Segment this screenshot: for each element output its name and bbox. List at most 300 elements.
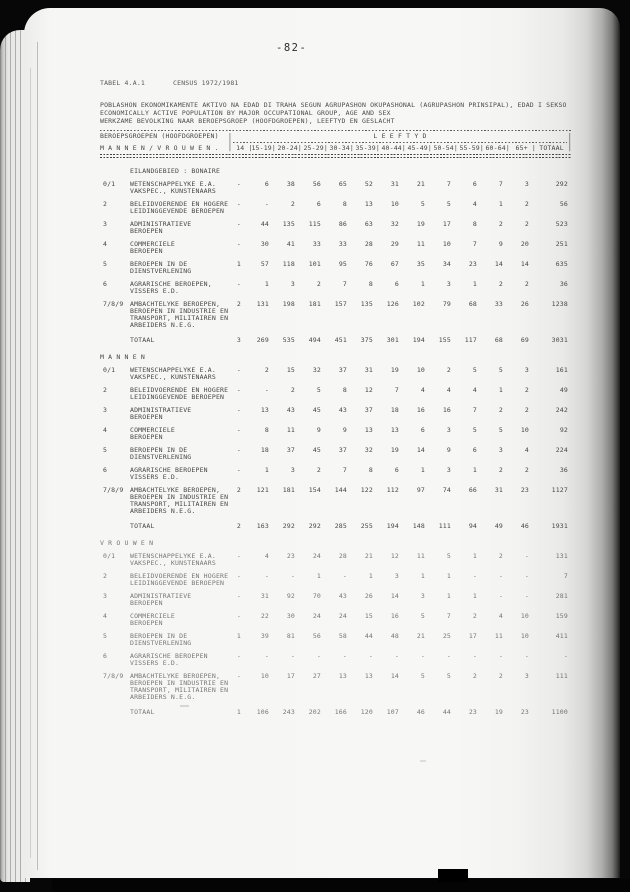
cell-value: 28 — [338, 551, 347, 560]
cell-value: 2 — [498, 465, 503, 474]
cell-value: 120 — [360, 707, 373, 716]
cell-value: 13 — [364, 671, 373, 680]
cell-value: 635 — [555, 259, 568, 268]
binding-crease — [37, 42, 38, 870]
table-body — [100, 168, 572, 716]
cell-value: 2 — [236, 299, 241, 308]
table-section — [100, 168, 572, 344]
cell-value: 81 — [286, 631, 295, 640]
cell-value: 411 — [555, 631, 568, 640]
cell-value: 49 — [559, 385, 568, 394]
cell-value: - — [472, 651, 477, 660]
cell-value: 159 — [555, 611, 568, 620]
cell-value: 126 — [386, 299, 399, 308]
total-row — [100, 523, 572, 530]
cell-value: 292 — [555, 179, 568, 188]
cell-value: 269 — [256, 335, 269, 344]
cell-value: 2 — [498, 279, 503, 288]
cell-value: 1 — [236, 631, 241, 640]
cell-value: 1 — [264, 465, 269, 474]
cell-value: 2 — [498, 671, 503, 680]
cell-value: 31 — [260, 591, 269, 600]
occupation-label: BELEIDVOERENDE EN HOGERE LEIDINGGEVENDE BEROEPEN — [130, 571, 229, 587]
cell-value: 37 — [338, 365, 347, 374]
cell-value: 34 — [442, 259, 451, 268]
cell-value: 155 — [438, 335, 451, 344]
cell-value: 2 — [524, 279, 529, 288]
scan-bottom-shadow — [52, 879, 630, 892]
cell-value: 4 — [524, 445, 529, 454]
cell-value: 292 — [308, 521, 321, 530]
cell-value: 181 — [282, 485, 295, 494]
title-english: ECONOMICALLY ACTIVE POPULATION BY MAJOR OCCUPATIONAL GROUP, AGE AND SEX — [100, 109, 391, 117]
cell-value: 23 — [520, 485, 529, 494]
cell-value: - — [236, 279, 241, 288]
table-row — [100, 487, 572, 515]
cell-value: 2 — [524, 405, 529, 414]
cell-value: 52 — [364, 179, 373, 188]
occupation-label: COMMERCIELE BEROEPEN — [130, 239, 176, 255]
cell-value: 3 — [498, 445, 503, 454]
cell-value: 30 — [286, 611, 295, 620]
cell-value: - — [236, 239, 241, 248]
cell-value: 32 — [364, 445, 373, 454]
cell-value: - — [524, 571, 529, 580]
cell-value: 5 — [420, 199, 425, 208]
cell-value: - — [342, 651, 347, 660]
cell-value: 43 — [286, 405, 295, 414]
cell-value: 65 — [338, 179, 347, 188]
occupation-label: AGRARISCHE BEROEPEN VISSERS E.D. — [130, 651, 208, 667]
cell-value: 101 — [308, 259, 321, 268]
cell-value: - — [472, 571, 477, 580]
pipe: | — [567, 132, 572, 140]
table-row — [100, 427, 572, 441]
cell-value: 5 — [316, 385, 321, 394]
cell-value: 166 — [334, 707, 347, 716]
table-rule — [100, 157, 572, 158]
table-row — [100, 573, 572, 587]
cell-value: 251 — [555, 239, 568, 248]
age-column-header: 60-64| — [485, 144, 510, 152]
cell-value: 26 — [520, 299, 529, 308]
occupation-label: BEROEPEN IN DE DIENSTVERLENING — [130, 259, 192, 275]
document-page — [24, 8, 620, 878]
cell-value: - — [290, 571, 295, 580]
cell-value: 1 — [236, 259, 241, 268]
table-row — [100, 181, 572, 195]
cell-value: 32 — [312, 365, 321, 374]
pipe: | — [567, 138, 572, 146]
cell-value: 16 — [442, 405, 451, 414]
cell-value: 2 — [236, 521, 241, 530]
age-column-header: 45-49| — [407, 144, 432, 152]
cell-value: 1 — [420, 571, 425, 580]
occupation-label: AMBACHTELYKE BEROEPEN, BEROEPEN IN INDUSTRIE EN TRANSPORT, MILITAIREN EN ARBEIDERS N.E.G. — [130, 671, 229, 701]
section-title: M A N N E N — [100, 352, 146, 361]
table-row — [100, 241, 572, 255]
cell-value: 31 — [494, 485, 503, 494]
cell-value: 4 — [498, 611, 503, 620]
cell-value: 31 — [390, 179, 399, 188]
occupation-code: 4 — [103, 425, 108, 434]
cell-value: 2 — [236, 485, 241, 494]
table-row — [100, 613, 572, 627]
cell-value: 21 — [364, 551, 373, 560]
cell-value: 15 — [286, 365, 295, 374]
sex-header: M A N N E N / V R O U W E N . — [100, 144, 219, 152]
cell-value: 7 — [563, 571, 568, 580]
cell-value: 111 — [555, 671, 568, 680]
column-group-header: BEROEPSGROEPEN (HOOFDGROEPEN) — [100, 132, 219, 140]
cell-value: 6 — [394, 465, 399, 474]
cell-value: - — [394, 651, 399, 660]
occupation-label: WETENSCHAPPELYKE E.A. VAKSPEC., KUNSTENAARS — [130, 179, 216, 195]
age-column-header: 65+ | — [515, 144, 536, 152]
occupation-label: TOTAAL — [130, 521, 155, 530]
cell-value: 31 — [364, 365, 373, 374]
cell-value: 451 — [334, 335, 347, 344]
cell-value: 148 — [412, 521, 425, 530]
cell-value: 1127 — [551, 485, 568, 494]
cell-value: 35 — [416, 259, 425, 268]
title-papiamento: POBLASHON EKONOMIKAMENTE AKTIVO NA EDAD DI TRAHA SEGUN AGRUPASHON OKUPASHONAL (AGRUPASHON PRINSIPAL), EDAD I SEKSO — [100, 101, 567, 109]
cell-value: - — [498, 651, 503, 660]
cell-value: 8 — [368, 465, 373, 474]
cell-value: 535 — [282, 335, 295, 344]
cell-value: 117 — [464, 335, 477, 344]
cell-value: 135 — [282, 219, 295, 228]
cell-value: 1238 — [551, 299, 568, 308]
cell-value: 76 — [364, 259, 373, 268]
cell-value: 74 — [442, 485, 451, 494]
cell-value: 49 — [494, 521, 503, 530]
cell-value: 22 — [260, 611, 269, 620]
occupation-code: 4 — [103, 239, 108, 248]
cell-value: 4 — [264, 551, 269, 560]
table-row — [100, 633, 572, 647]
cell-value: 1 — [420, 465, 425, 474]
cell-value: 5 — [498, 365, 503, 374]
table-row — [100, 467, 572, 481]
cell-value: - — [524, 551, 529, 560]
cell-value: 10 — [442, 239, 451, 248]
cell-value: 16 — [416, 405, 425, 414]
cell-value: 24 — [338, 611, 347, 620]
cell-value: - — [368, 651, 373, 660]
cell-value: 45 — [312, 445, 321, 454]
table-row — [100, 201, 572, 215]
cell-value: 181 — [308, 299, 321, 308]
cell-value: 2 — [290, 199, 295, 208]
occupation-label: BELEIDVOERENDE EN HOGERE LEIDINGGEVENDE BEROEPEN — [130, 199, 229, 215]
cell-value: 2 — [446, 365, 451, 374]
cell-value: 97 — [416, 485, 425, 494]
cell-value: 1 — [472, 465, 477, 474]
cell-value: 37 — [338, 445, 347, 454]
cell-value: 24 — [312, 551, 321, 560]
cell-value: 1 — [264, 279, 269, 288]
cell-value: 2 — [498, 405, 503, 414]
cell-value: 2 — [498, 551, 503, 560]
table-row — [100, 653, 572, 667]
cell-value: 8 — [342, 199, 347, 208]
cell-value: 301 — [386, 335, 399, 344]
occupation-code: 7/8/9 — [103, 671, 124, 680]
table-row — [100, 387, 572, 401]
title-dutch: WERKZAME BEVOLKING NAAR BEROEPSGROEP (HOOFDGROEPEN), LEEFTYD EN GESLACHT — [100, 117, 395, 125]
cell-value: - — [236, 651, 241, 660]
cell-value: 1 — [420, 279, 425, 288]
table-section — [100, 540, 572, 716]
occupation-code: 3 — [103, 405, 108, 414]
cell-value: 2 — [498, 219, 503, 228]
cell-value: - — [236, 385, 241, 394]
occupation-label: COMMERCIELE BEROEPEN — [130, 425, 176, 441]
cell-value: - — [264, 651, 269, 660]
cell-value: 10 — [520, 425, 529, 434]
cell-value: 37 — [286, 445, 295, 454]
cell-value: 9 — [342, 425, 347, 434]
cell-value: 24 — [312, 611, 321, 620]
cell-value: 107 — [386, 707, 399, 716]
cell-value: 1100 — [551, 707, 568, 716]
occupation-label: AGRARISCHE BEROEPEN VISSERS E.D. — [130, 465, 208, 481]
table-ref: TABEL 4.A.1 — [100, 79, 146, 87]
cell-value: 144 — [334, 485, 347, 494]
cell-value: 3 — [524, 671, 529, 680]
occupation-code: 7/8/9 — [103, 299, 124, 308]
cell-value: 1 — [446, 591, 451, 600]
table-row — [100, 553, 572, 567]
table-row — [100, 281, 572, 295]
cell-value: - — [236, 365, 241, 374]
age-column-header: 50-54| — [433, 144, 458, 152]
cell-value: 5 — [498, 425, 503, 434]
cell-value: 2 — [524, 385, 529, 394]
cell-value: 44 — [364, 631, 373, 640]
cell-value: 23 — [520, 707, 529, 716]
cell-value: 10 — [390, 199, 399, 208]
pipe: | — [228, 132, 233, 140]
cell-value: 7 — [498, 179, 503, 188]
cell-value: 4 — [420, 385, 425, 394]
cell-value: 44 — [260, 219, 269, 228]
cell-value: 1 — [316, 571, 321, 580]
occupation-label: AMBACHTELYKE BEROEPEN, BEROEPEN IN INDUSTRIE EN TRANSPORT, MILITAIREN EN ARBEIDERS N.E.G. — [130, 485, 229, 515]
cell-value: 115 — [308, 219, 321, 228]
occupation-code: 4 — [103, 611, 108, 620]
cell-value: 1 — [498, 199, 503, 208]
occupation-label: TOTAAL — [130, 707, 155, 716]
cell-value: 92 — [286, 591, 295, 600]
table-header-row-1 — [100, 133, 572, 140]
occupation-label: ADMINISTRATIEVE BEROEPEN — [130, 591, 192, 607]
occupation-label: COMMERCIELE BEROEPEN — [130, 611, 176, 627]
cell-value: - — [290, 651, 295, 660]
cell-value: 8 — [342, 385, 347, 394]
cell-value: 3 — [524, 365, 529, 374]
cell-value: 13 — [364, 425, 373, 434]
cell-value: - — [236, 571, 241, 580]
cell-value: 29 — [390, 239, 399, 248]
cell-value: 102 — [412, 299, 425, 308]
cell-value: 9 — [316, 425, 321, 434]
cell-value: 11 — [494, 631, 503, 640]
occupation-code: 2 — [103, 571, 108, 580]
cell-value: 25 — [442, 631, 451, 640]
cell-value: 36 — [559, 279, 568, 288]
cell-value: 45 — [312, 405, 321, 414]
scan-speck — [420, 760, 426, 762]
cell-value: 17 — [442, 219, 451, 228]
cell-value: 19 — [416, 219, 425, 228]
cell-value: - — [524, 651, 529, 660]
occupation-code: 7/8/9 — [103, 485, 124, 494]
cell-value: 14 — [494, 259, 503, 268]
cell-value: 1 — [472, 591, 477, 600]
cell-value: - — [236, 611, 241, 620]
binding-crease-outer — [30, 68, 31, 858]
statistics-table — [100, 130, 572, 716]
cell-value: 67 — [390, 259, 399, 268]
table-section — [100, 354, 572, 530]
cell-value: 11 — [286, 425, 295, 434]
cell-value: 70 — [312, 591, 321, 600]
cell-value: 69 — [520, 335, 529, 344]
cell-value: 243 — [282, 707, 295, 716]
age-column-header: 25-29| — [303, 144, 328, 152]
cell-value: - — [236, 551, 241, 560]
cell-value: - — [446, 651, 451, 660]
page-content — [100, 80, 572, 716]
cell-value: 135 — [360, 299, 373, 308]
cell-value: 194 — [386, 521, 399, 530]
cell-value: 281 — [555, 591, 568, 600]
cell-value: 10 — [520, 631, 529, 640]
cell-value: 285 — [334, 521, 347, 530]
cell-value: 2 — [472, 671, 477, 680]
cell-value: 16 — [390, 611, 399, 620]
cell-value: - — [236, 425, 241, 434]
occupation-code: 3 — [103, 591, 108, 600]
age-column-header: | 14 | — [228, 144, 253, 152]
cell-value: 5 — [446, 671, 451, 680]
cell-value: 255 — [360, 521, 373, 530]
cell-value: 10 — [416, 365, 425, 374]
cell-value: 5 — [420, 671, 425, 680]
cell-value: 92 — [559, 425, 568, 434]
cell-value: 7 — [472, 405, 477, 414]
cell-value: 68 — [468, 299, 477, 308]
cell-value: 12 — [364, 385, 373, 394]
cell-value: 1 — [446, 571, 451, 580]
cell-value: 19 — [390, 365, 399, 374]
occupation-label: ADMINISTRATIEVE BEROEPEN — [130, 219, 192, 235]
cell-value: 375 — [360, 335, 373, 344]
cell-value: 79 — [442, 299, 451, 308]
scan-speck — [180, 705, 189, 707]
cell-value: 224 — [555, 445, 568, 454]
table-row — [100, 221, 572, 235]
cell-value: 17 — [286, 671, 295, 680]
cell-value: 41 — [286, 239, 295, 248]
cell-value: 32 — [390, 219, 399, 228]
table-row — [100, 447, 572, 461]
cell-value: 4 — [472, 385, 477, 394]
cell-value: 39 — [260, 631, 269, 640]
cell-value: 3 — [394, 571, 399, 580]
total-row — [100, 709, 572, 716]
cell-value: - — [420, 651, 425, 660]
occupation-label: BELEIDVOERENDE EN HOGERE LEIDINGGEVENDE BEROEPEN — [130, 385, 229, 401]
cell-value: 95 — [338, 259, 347, 268]
cell-value: 7 — [446, 611, 451, 620]
cell-value: - — [264, 385, 269, 394]
cell-value: 13 — [260, 405, 269, 414]
cell-value: 1 — [236, 707, 241, 716]
cell-value: 2 — [264, 365, 269, 374]
cell-value: 6 — [420, 425, 425, 434]
cell-value: 43 — [338, 591, 347, 600]
cell-value: - — [498, 571, 503, 580]
cell-value: 6 — [394, 279, 399, 288]
cell-value: 21 — [416, 631, 425, 640]
occupation-code: 6 — [103, 279, 108, 288]
occupation-code: 5 — [103, 259, 108, 268]
cell-value: 2 — [290, 385, 295, 394]
cell-value: 122 — [360, 485, 373, 494]
cell-value: 292 — [282, 521, 295, 530]
table-reference-line — [100, 80, 572, 87]
cell-value: 3 — [446, 279, 451, 288]
cell-value: 6 — [316, 199, 321, 208]
cell-value: 118 — [282, 259, 295, 268]
occupation-code: 5 — [103, 445, 108, 454]
cell-value: 7 — [342, 279, 347, 288]
cell-value: 5 — [420, 611, 425, 620]
cell-value: 1 — [472, 279, 477, 288]
cell-value: 46 — [520, 521, 529, 530]
cell-value: 8 — [368, 279, 373, 288]
cell-value: 44 — [442, 707, 451, 716]
cell-value: 48 — [390, 631, 399, 640]
cell-value: 27 — [312, 671, 321, 680]
cell-value: - — [316, 651, 321, 660]
cell-value: 3 — [290, 465, 295, 474]
cell-value: 202 — [308, 707, 321, 716]
cell-value: 5 — [472, 365, 477, 374]
occupation-label: WETENSCHAPPELYKE E.A. VAKSPEC., KUNSTENAARS — [130, 365, 216, 381]
cell-value: 56 — [312, 631, 321, 640]
cell-value: 56 — [559, 199, 568, 208]
table-row — [100, 301, 572, 329]
table-row — [100, 593, 572, 607]
cell-value: 19 — [494, 707, 503, 716]
cell-value: 23 — [468, 259, 477, 268]
cell-value: 10 — [520, 611, 529, 620]
cell-value: 7 — [472, 239, 477, 248]
cell-value: 12 — [390, 551, 399, 560]
cell-value: 23 — [468, 707, 477, 716]
cell-value: 2 — [524, 199, 529, 208]
cell-value: 7 — [342, 465, 347, 474]
cell-value: - — [342, 571, 347, 580]
table-row — [100, 261, 572, 275]
cell-value: 6 — [472, 445, 477, 454]
cell-value: 46 — [416, 707, 425, 716]
cell-value: 3 — [290, 279, 295, 288]
